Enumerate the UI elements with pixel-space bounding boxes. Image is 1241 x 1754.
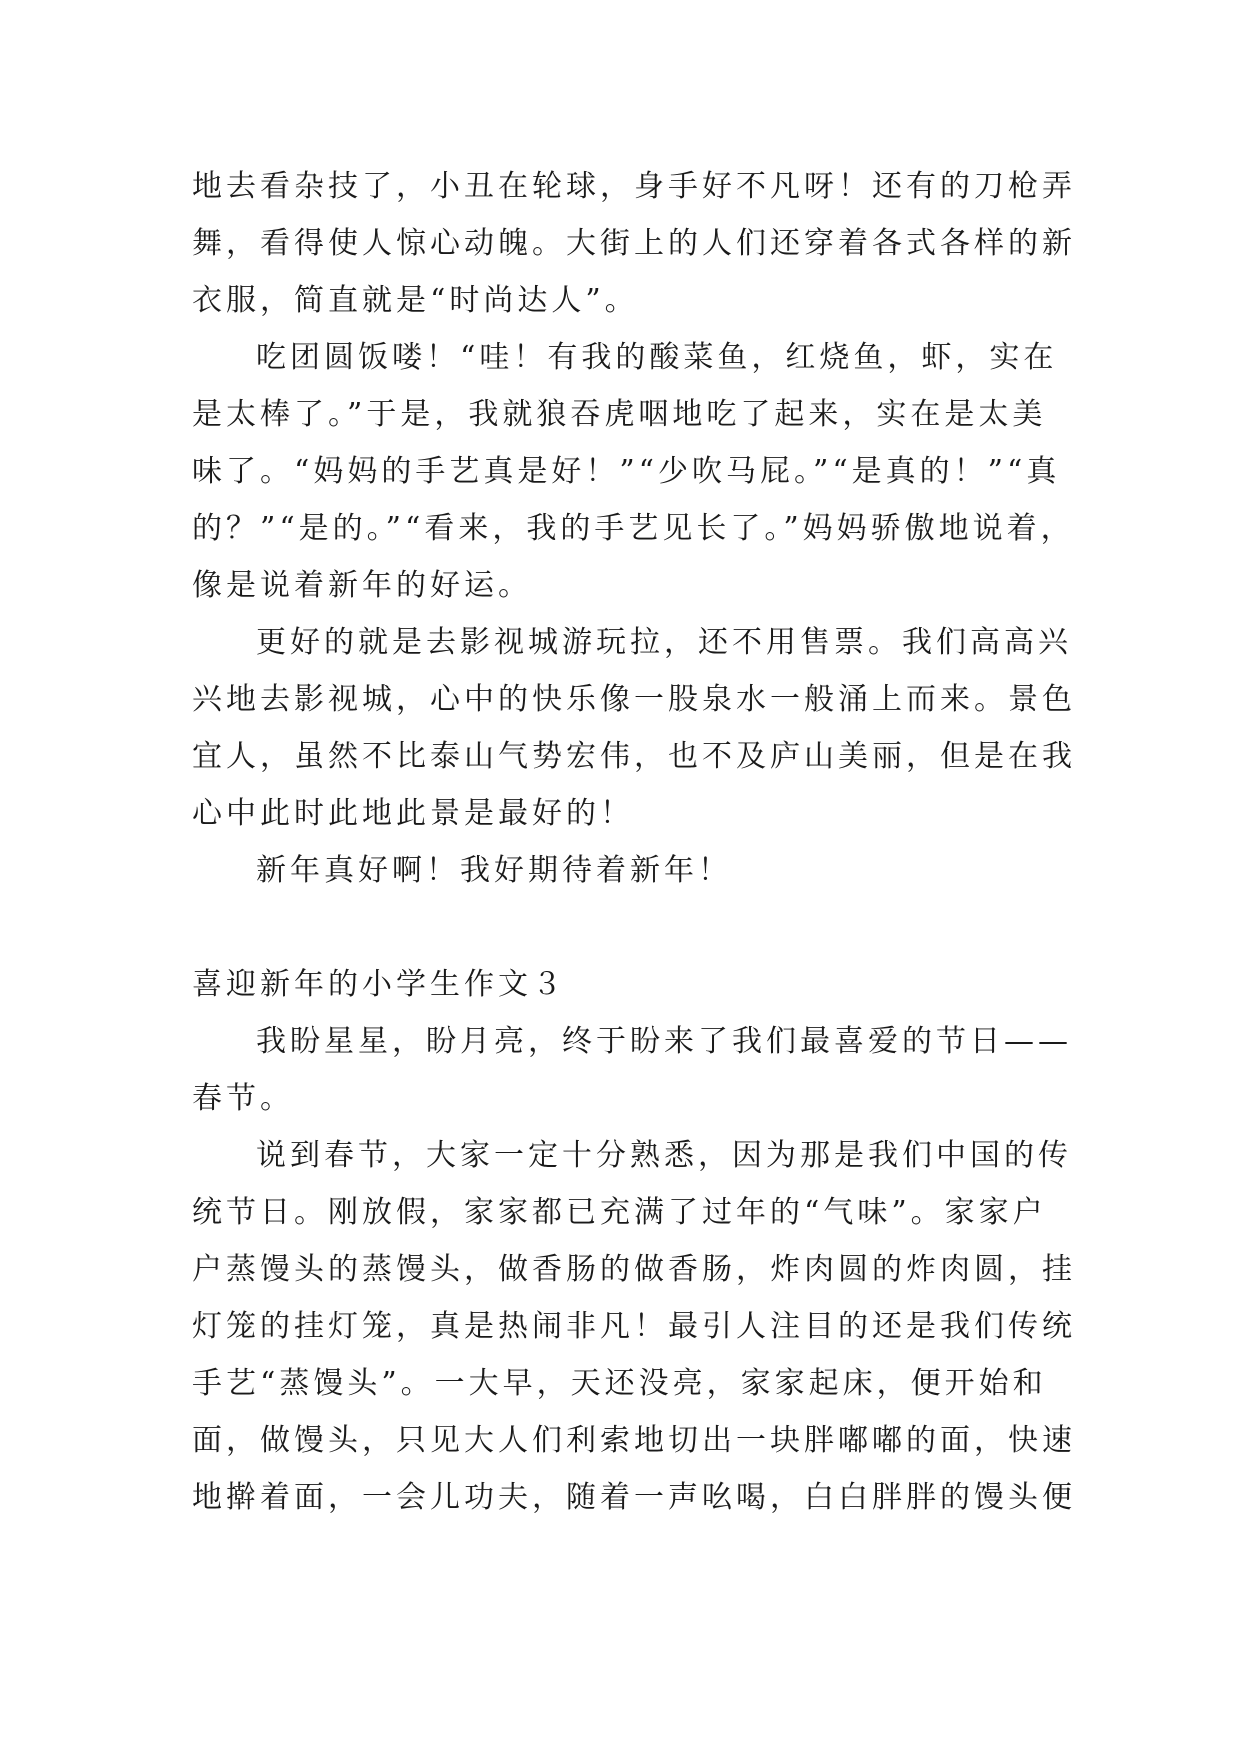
paragraph-first-line: 我盼星星，盼月亮，终于盼来了我们最喜爱的节日—— [256, 1024, 1072, 1059]
text-line: 灯笼的挂灯笼，真是热闹非凡！最引人注目的还是我们传统 [192, 1309, 1076, 1344]
text-line: 心中此时此地此景是最好的！ [192, 796, 634, 831]
text-line: 户蒸馒头的蒸馒头，做香肠的做香肠，炸肉圆的炸肉圆，挂 [192, 1252, 1076, 1287]
text-line: 像是说着新年的好运。 [192, 568, 532, 603]
text-line: 面，做馒头，只见大人们利索地切出一块胖嘟嘟的面，快速 [192, 1423, 1076, 1458]
text-line: 地擀着面，一会儿功夫，随着一声吆喝，白白胖胖的馒头便 [192, 1480, 1076, 1515]
text-line: 是太棒了。”于是，我就狼吞虎咽地吃了起来，实在是太美 [192, 397, 1047, 432]
section-heading: 喜迎新年的小学生作文３ [192, 967, 566, 1002]
text-line: 春节。 [192, 1081, 294, 1116]
text-line: 舞，看得使人惊心动魄。大街上的人们还穿着各式各样的新 [192, 226, 1076, 261]
text-line: 味了。“妈妈的手艺真是好！”“少吹马屁。”“是真的！”“真 [192, 454, 1061, 489]
paragraph-first-line: 新年真好啊！我好期待着新年！ [256, 853, 732, 888]
text-line: 衣服，简直就是“时尚达人”。 [192, 283, 639, 318]
text-line: 的？”“是的。”“看来，我的手艺见长了。”妈妈骄傲地说着， [192, 511, 1075, 546]
text-line: 兴地去影视城，心中的快乐像一股泉水一般涌上而来。景色 [192, 682, 1076, 717]
text-line: 地去看杂技了，小丑在轮球，身手好不凡呀！还有的刀枪弄 [192, 169, 1076, 204]
text-line: 手艺“蒸馒头”。一大早，天还没亮，家家起床，便开始和 [192, 1366, 1047, 1401]
paragraph-first-line: 吃团圆饭喽！“哇！有我的酸菜鱼，红烧鱼，虾，实在 [256, 340, 1058, 375]
paragraph-first-line: 更好的就是去影视城游玩拉，还不用售票。我们高高兴 [256, 625, 1072, 660]
text-line: 统节日。刚放假，家家都已充满了过年的“气味”。家家户 [192, 1195, 1047, 1230]
text-line: 宜人，虽然不比泰山气势宏伟，也不及庐山美丽，但是在我 [192, 739, 1076, 774]
paragraph-first-line: 说到春节，大家一定十分熟悉，因为那是我们中国的传 [256, 1138, 1072, 1173]
